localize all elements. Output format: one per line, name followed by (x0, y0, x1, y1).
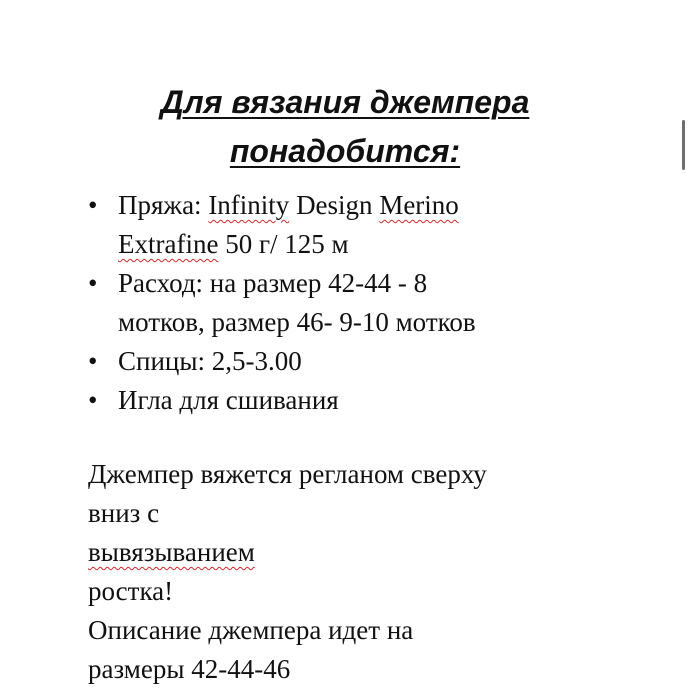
description-line-1: Джемпер вяжется регланом сверху (88, 459, 487, 489)
materials-list (88, 186, 648, 420)
yarn-brand-design: Design (296, 190, 373, 220)
consumption-line-1: Расход: на размер 42-44 - 8 (118, 268, 428, 298)
bullet-icon: • (88, 346, 98, 376)
description-line-2 (88, 494, 648, 611)
needles-text: Спицы: 2,5-3.00 (118, 346, 302, 376)
title-line-2: понадобится: (229, 133, 461, 169)
sewing-needle-text: Игла для сшивания (118, 385, 339, 415)
list-item-needles (88, 342, 648, 381)
list-item-consumption (88, 264, 648, 342)
yarn-label: Пряжа: (118, 190, 209, 220)
yarn-weight: 50 г/ 125 м (218, 229, 349, 259)
bullet-icon: • (88, 385, 98, 415)
description-paragraph (88, 455, 648, 689)
description-line-2-end: ростка! (88, 576, 174, 606)
title-line-1: Для вязания джемпера (160, 84, 530, 120)
description-line-3: Описание джемпера идет на (88, 615, 414, 645)
yarn-brand-merino: Merino (379, 190, 459, 220)
bullet-icon: • (88, 190, 98, 220)
list-item-sewing-needle (88, 381, 648, 420)
yarn-brand-extrafine: Extrafine (118, 229, 219, 259)
list-item-yarn (88, 186, 648, 264)
consumption-line-2: мотков, размер 46- 9-10 мотков (118, 307, 476, 337)
bullet-icon: • (88, 268, 98, 298)
description-line-4: размеры 42-44-46 (88, 654, 291, 684)
yarn-brand-infinity: Infinity (208, 190, 290, 220)
description-spellcheck-word: вывязыванием (88, 537, 255, 567)
description-line-2-start: вниз с (88, 498, 160, 528)
page-title (0, 78, 690, 176)
